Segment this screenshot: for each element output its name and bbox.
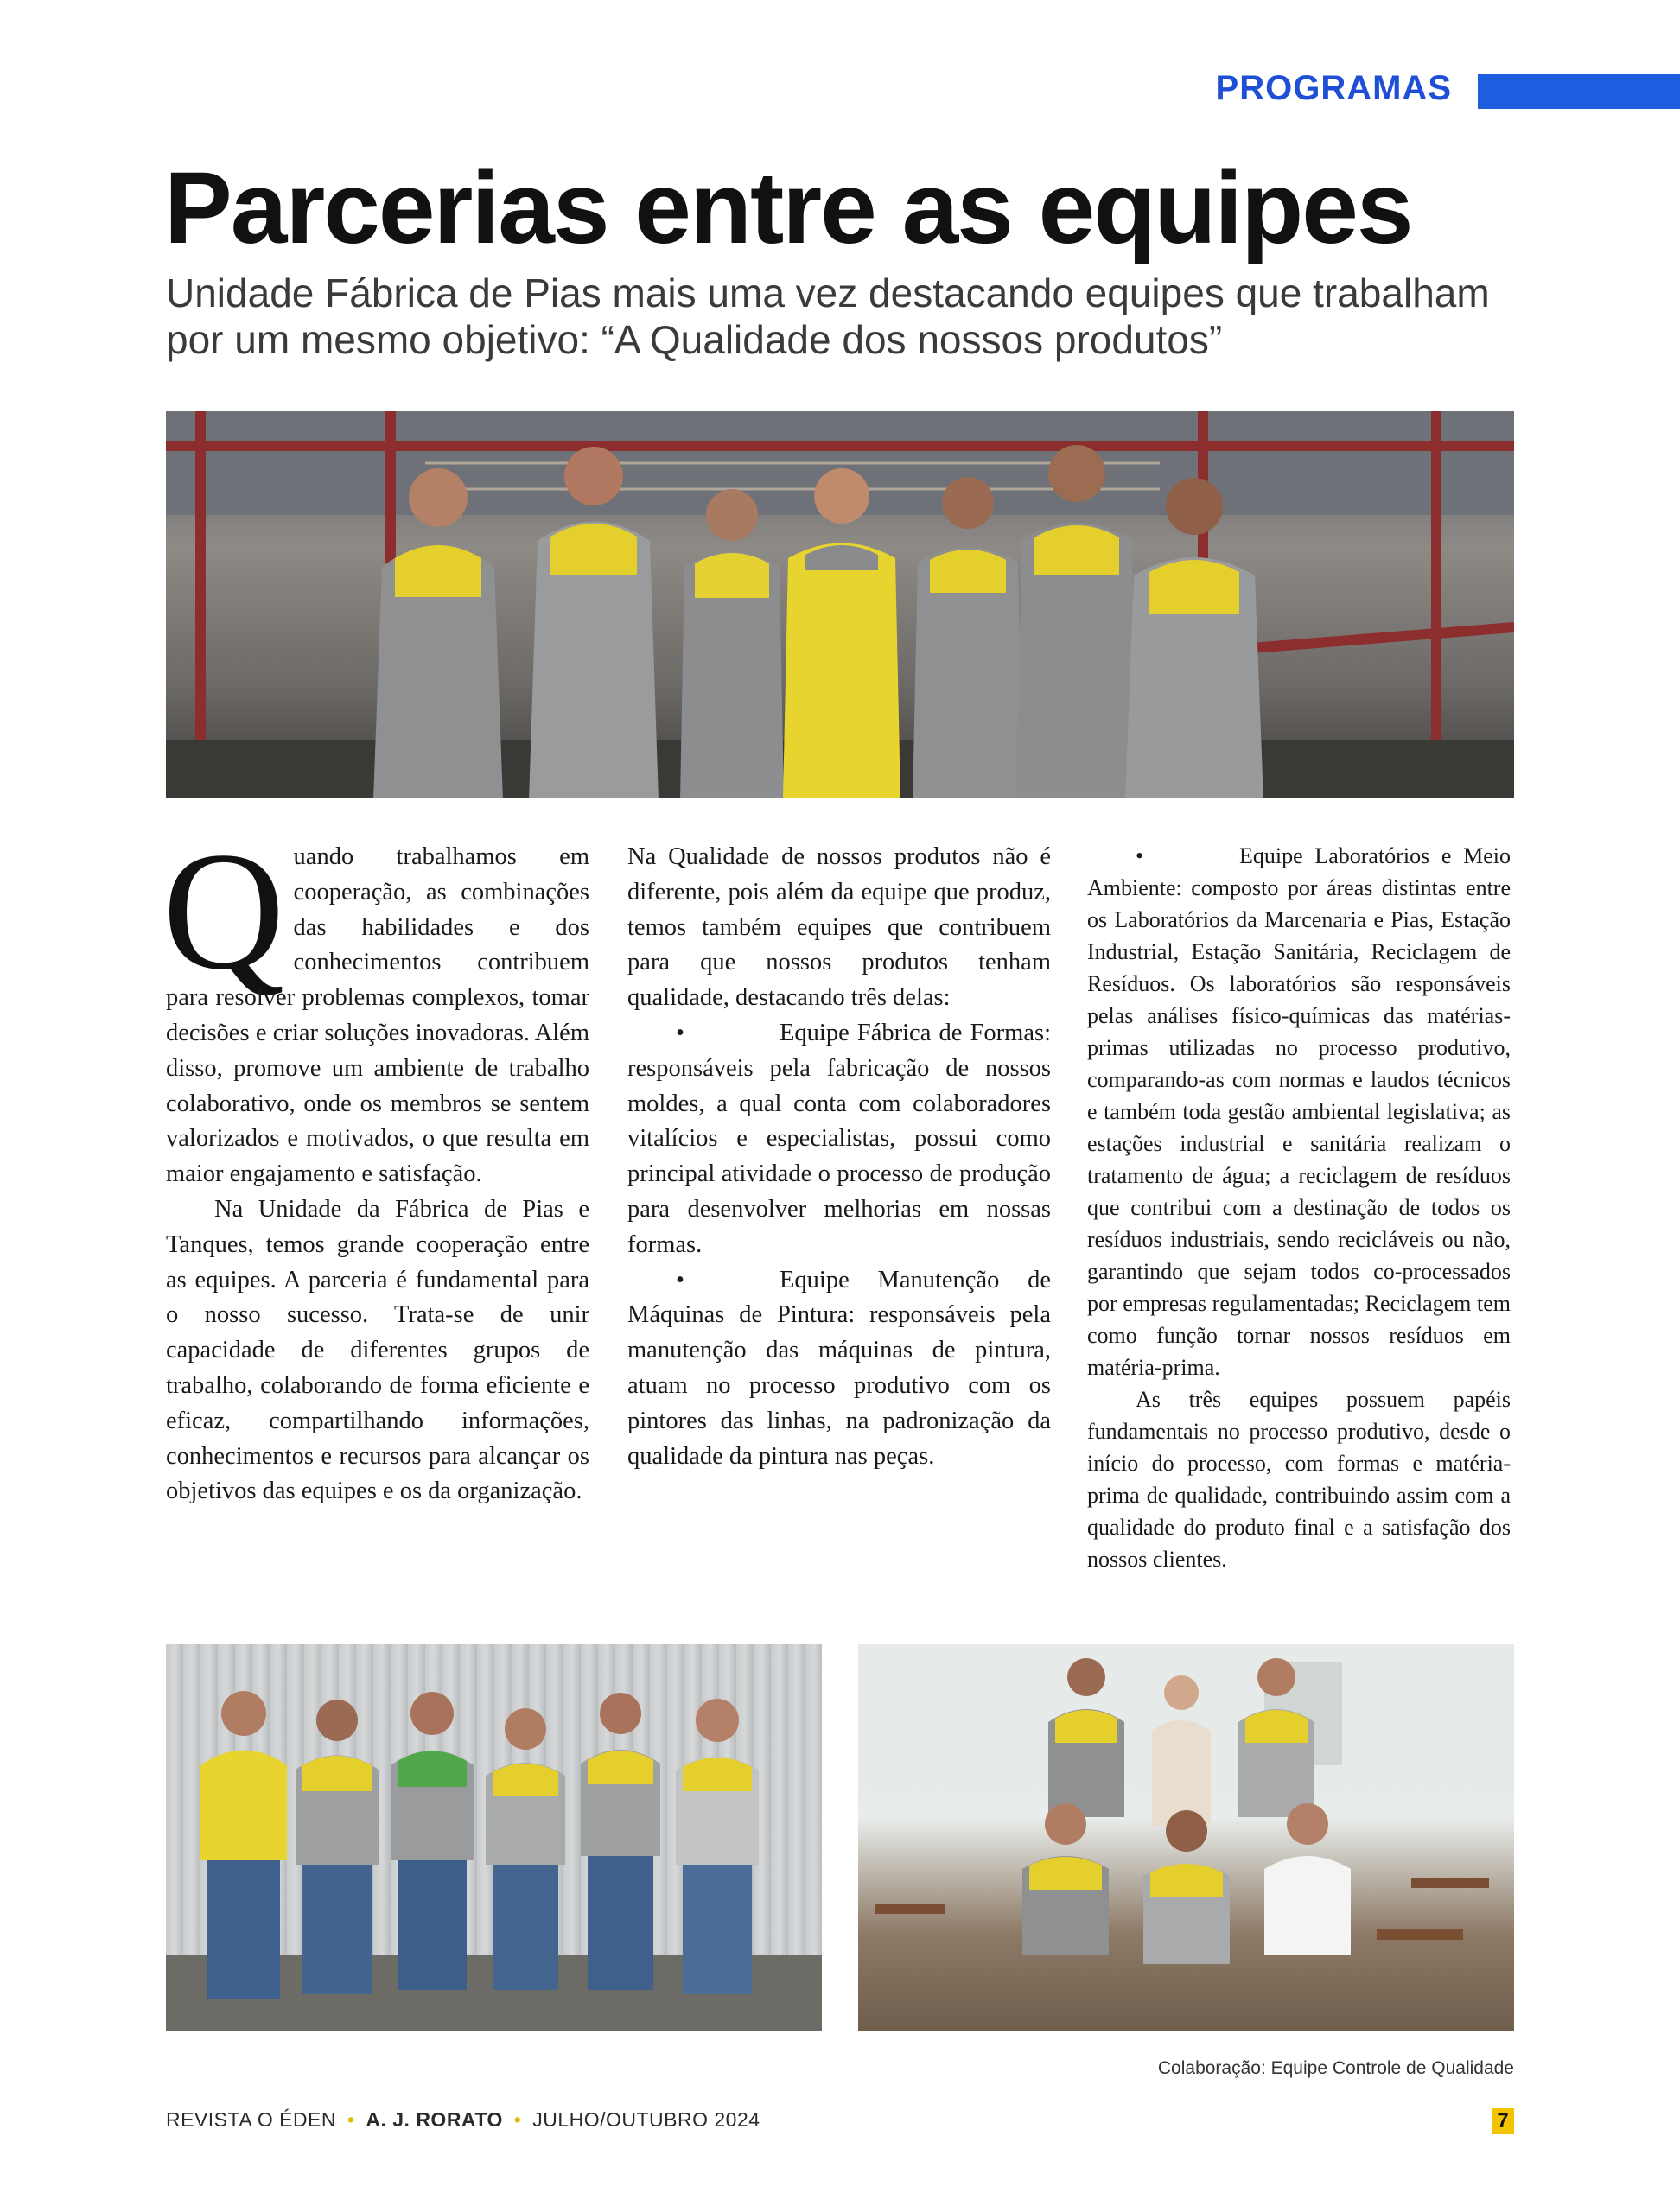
bullet-laboratorios-text: Equipe Laboratórios e Meio Ambiente: composto por áreas distintas entre os Laboratórios da Marcenaria e Pias, Estação Industrial, Estação Sanitária, Reciclagem de Resíduos. Os laboratórios são responsáveis pelas análises físico-químicas das matérias-primas utilizadas no processo produtivo, comparando-as com normas e laudos técnicos e também toda gestão ambiental legislativa; as estações industrial e sanitária realizam o tratamento de água; a reciclagem de resíduos que contribui com a destinação de todos os resíduos industriais, sendo recicláveis ou não, garantindo que sejam todos co-processados por empresas regulamentadas; Reciclagem tem como função tornar nossos resíduos em matéria-prima. — [1087, 843, 1511, 1380]
footer — [166, 2108, 760, 2132]
article-title: Parcerias entre as equipes — [164, 151, 1412, 265]
team-photo-laboratorios — [858, 1644, 1514, 2031]
bullet-marker: • — [676, 1019, 684, 1046]
team-photo-factory — [166, 411, 1514, 798]
article-column-3 — [1087, 840, 1511, 1575]
team-photo-formas — [166, 1644, 822, 2031]
paragraph-conclusion: As três equipes possuem papéis fundamentais no processo produtivo, desde o início do processo, com formas e matéria-prima de qualidade, contribuindo assim com a qualidade do produto final e a satisfação dos nossos clientes. — [1087, 1387, 1511, 1572]
paragraph-cooperation: Na Unidade da Fábrica de Pias e Tanques, temos grande cooperação entre as equipes. A parceria é fundamental para o nosso sucesso. Trata-se de unir capacidade de diferentes grupos de trabalho, colaborando de forma eficiente e eficaz, compartilhando informações, conhecimentos e recursos para alcançar os objetivos das equipes e os da organização. — [166, 1195, 589, 1505]
bullet-laboratorios — [1087, 840, 1511, 1383]
bullet-marker: • — [1136, 843, 1144, 868]
article-column-2 — [627, 840, 1051, 1474]
bullet-fabrica-formas — [627, 1016, 1051, 1263]
bullet-marker: • — [676, 1266, 684, 1294]
paragraph-quality-intro: Na Qualidade de nossos produtos não é diferente, pois além da equipe que produz, temos também equipes que contribuem para que nossos produtos tenham qualidade, destacando três delas: — [627, 843, 1051, 1012]
section-label: PROGRAMAS — [1215, 69, 1452, 107]
article-subtitle: Unidade Fábrica de Pias mais uma vez destacando equipes que trabalham por um mesmo objetivo: “A Qualidade dos nossos produtos” — [166, 270, 1490, 362]
bullet-fabrica-formas-text: Equipe Fábrica de Formas: responsáveis pela fabricação de nossos moldes, a qual conta com colaboradores vitalícios e especialistas, possui como principal atividade o processo de produção para desenvolver melhorias em nossas formas. — [627, 1019, 1051, 1258]
footer-separator: • — [513, 2108, 522, 2131]
footer-separator: • — [347, 2108, 355, 2131]
drop-cap: Q — [162, 817, 285, 1005]
photo-credit: Colaboração: Equipe Controle de Qualidade — [1157, 2058, 1514, 2078]
bullet-manutencao-pintura-text: Equipe Manutenção de Máquinas de Pintura: responsáveis pela manutenção das máquinas de pintura, atuam no processo produtivo com os pintores das linhas, na padronização da qualidade da pintura nas peças. — [627, 1266, 1051, 1470]
footer-magazine: REVISTA O ÉDEN — [166, 2108, 337, 2131]
section-accent-bar — [1478, 74, 1680, 109]
footer-company: A. J. RORATO — [366, 2108, 503, 2131]
intro-text: uando trabalhamos em cooperação, as combinações das habilidades e dos conhecimentos contribuem para resolver problemas complexos, tomar decisões e criar soluções inovadoras. Além disso, promove um ambiente de trabalho colaborativo, onde os membros se sentem valorizados e motivados, o que resulta em maior engajamento e satisfação. — [166, 843, 589, 1188]
bullet-manutencao-pintura — [627, 1263, 1051, 1475]
intro-paragraph — [162, 817, 589, 1192]
article-column-1 — [162, 817, 589, 1510]
footer-edition: JULHO/OUTUBRO 2024 — [532, 2108, 760, 2131]
page-number: 7 — [1492, 2108, 1514, 2134]
